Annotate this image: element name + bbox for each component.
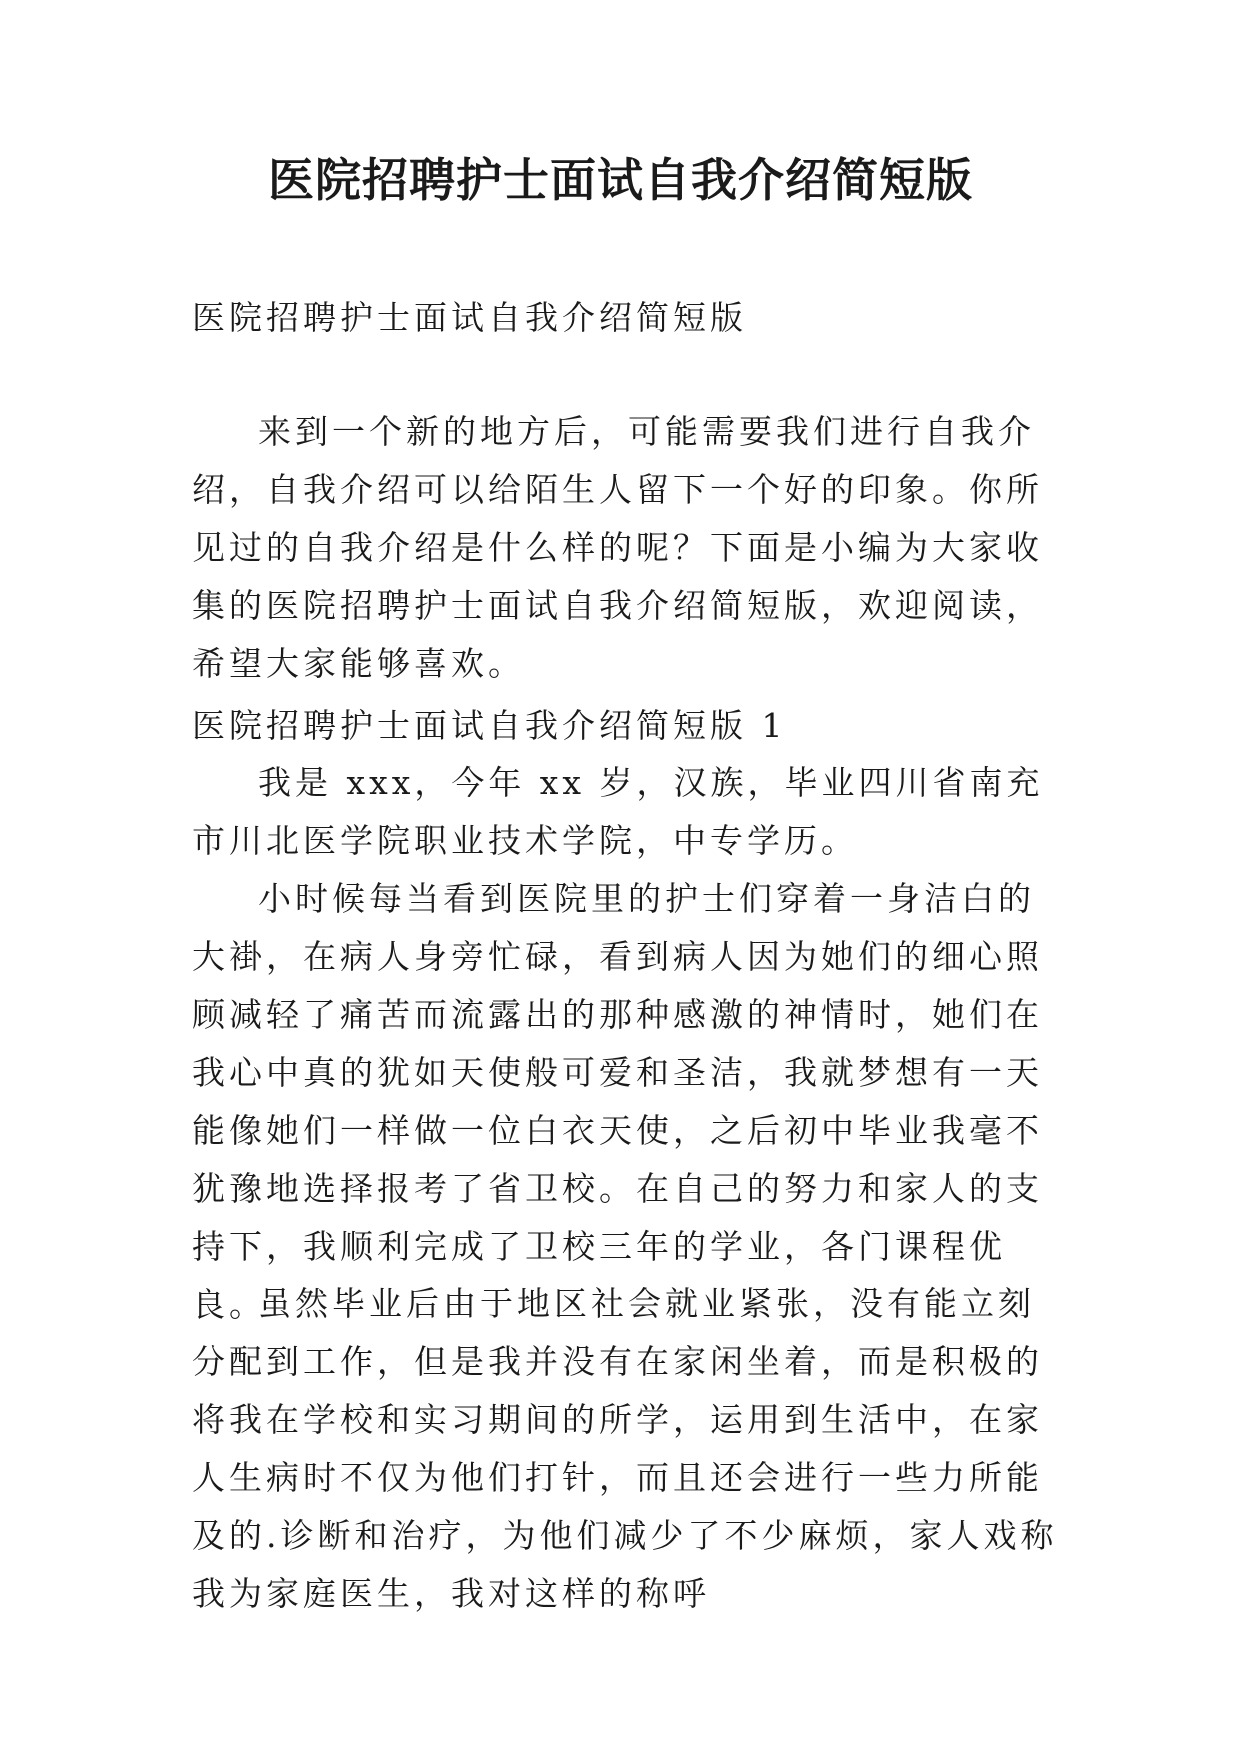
body-paragraph: 我是 xxx，今年 xx 岁，汉族，毕业四川省南充市川北医学院职业技术学院，中专学历。 bbox=[192, 763, 1044, 860]
document-title: 医院招聘护士面试自我介绍简短版 bbox=[268, 153, 973, 207]
body-paragraph: 虽然毕业后由于地区社会就业紧张，没有能立刻分配到工作，但是我并没有在家闲坐着，而是积极的将我在学校和实习期间的所学，运用到生活中，在家人生病时不仅为他们打针，而且还会进行一些力所能及的.诊断和治疗，为他们减少了不少麻烦，家人戏称我为家庭医生，我对这样的称呼 bbox=[192, 1284, 1058, 1613]
intro-paragraph: 来到一个新的地方后，可能需要我们进行自我介绍，自我介绍可以给陌生人留下一个好的印象。你所见过的自我介绍是什么样的呢？下面是小编为大家收集的医院招聘护士面试自我介绍简短版，欢迎阅读，希望大家能够喜欢。 bbox=[192, 412, 1043, 683]
body-paragraph: 小时候每当看到医院里的护士们穿着一身洁白的大褂，在病人身旁忙碌，看到病人因为她们的细心照顾减轻了痛苦而流露出的那种感激的神情时，她们在我心中真的犹如天使般可爱和圣洁，我就梦想有一天能像她们一样做一位白衣天使，之后初中毕业我毫不犹豫地选择报考了省卫校。在自己的努力和家人的支持下，我顺利完成了卫校三年的学业，各门课程优良。 bbox=[192, 879, 1043, 1324]
section-heading: 医院招聘护士面试自我介绍简短版 1 bbox=[192, 706, 787, 745]
document-subtitle: 医院招聘护士面试自我介绍简短版 bbox=[192, 298, 747, 337]
